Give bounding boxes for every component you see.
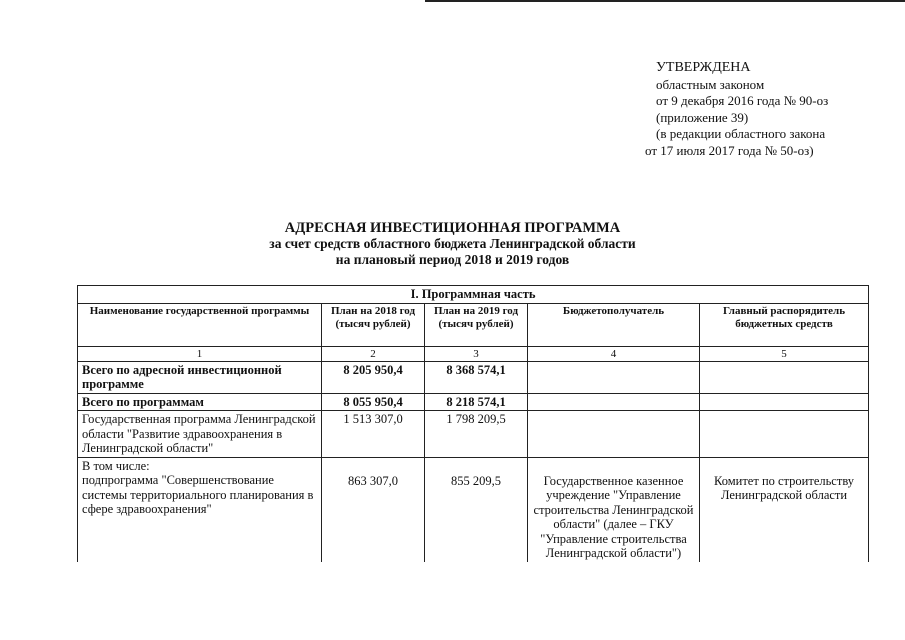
- approval-heading: УТВЕРЖДЕНА: [656, 60, 751, 75]
- investment-program-table: [77, 285, 869, 562]
- column-number: 1: [78, 346, 322, 361]
- column-header-plan-2019: План на 2019 год (тысяч рублей): [425, 303, 528, 346]
- plan-2019-cell: 8 218 574,1: [425, 393, 528, 411]
- column-numbers-row: [78, 346, 869, 361]
- column-header-program: Наименование государственной программы: [78, 303, 322, 346]
- column-header-recipient: Бюджетополучатель: [528, 303, 700, 346]
- program-name-cell: Всего по адресной инвестиционной программе: [78, 361, 322, 393]
- column-number: 5: [700, 346, 869, 361]
- subprogram-prefix: В том числе:: [82, 458, 150, 473]
- column-number: 4: [528, 346, 700, 361]
- program-name-cell: Всего по программам: [78, 393, 322, 411]
- program-name-cell: [78, 457, 322, 562]
- top-border-line: [425, 0, 905, 2]
- title-line-1: АДРЕСНАЯ ИНВЕСТИЦИОННАЯ ПРОГРАММА: [284, 220, 621, 236]
- title-line-2: за счет средств областного бюджета Ленинградской области: [269, 236, 636, 251]
- column-number: 2: [322, 346, 425, 361]
- approval-stamp: [645, 60, 895, 159]
- section-title: I. Программная часть: [78, 286, 869, 304]
- manager-cell: [700, 361, 869, 393]
- column-number: 3: [425, 346, 528, 361]
- plan-2018-cell: 8 205 950,4: [322, 361, 425, 393]
- table-row: [78, 411, 869, 458]
- plan-2018-cell: 863 307,0: [322, 457, 425, 562]
- subprogram-name: подпрограмма "Совершенствование системы территориального планирования в сфере здравоохранения": [82, 473, 314, 516]
- table-row: [78, 393, 869, 411]
- plan-2019-cell: 8 368 574,1: [425, 361, 528, 393]
- title-line-3: на плановый период 2018 и 2019 годов: [335, 252, 570, 267]
- column-header-plan-2018: План на 2018 год (тысяч рублей): [322, 303, 425, 346]
- plan-2019-cell: 855 209,5: [425, 457, 528, 562]
- manager-cell: Комитет по строительству Ленинградской области: [700, 457, 869, 562]
- approval-line: (приложение 39): [656, 109, 749, 125]
- recipient-cell: [528, 393, 700, 411]
- approval-line: от 17 июля 2017 года № 50-оз): [645, 142, 814, 158]
- table-row: [78, 457, 869, 562]
- document-title: [0, 220, 905, 268]
- table-row: [78, 361, 869, 393]
- section-title-row: [78, 286, 869, 304]
- manager-cell: [700, 393, 869, 411]
- column-header-manager: Главный распорядитель бюджетных средств: [700, 303, 869, 346]
- plan-2018-cell: 8 055 950,4: [322, 393, 425, 411]
- recipient-cell: [528, 361, 700, 393]
- manager-cell: [700, 411, 869, 458]
- approval-line: (в редакции областного закона: [656, 126, 826, 141]
- plan-2019-cell: 1 798 209,5: [425, 411, 528, 458]
- header-row: [78, 303, 869, 346]
- program-name-cell: Государственная программа Ленинградской области "Развитие здравоохранения в Ленинградской области": [78, 411, 322, 458]
- plan-2018-cell: 1 513 307,0: [322, 411, 425, 458]
- approval-line: областным законом: [656, 76, 765, 92]
- recipient-cell: [528, 411, 700, 458]
- approval-line: от 9 декабря 2016 года № 90-оз: [656, 93, 829, 108]
- recipient-cell: Государственное казенное учреждение "Управление строительства Ленинградской области" (далее – ГКУ "Управление строительства Ленинградской области"): [528, 457, 700, 562]
